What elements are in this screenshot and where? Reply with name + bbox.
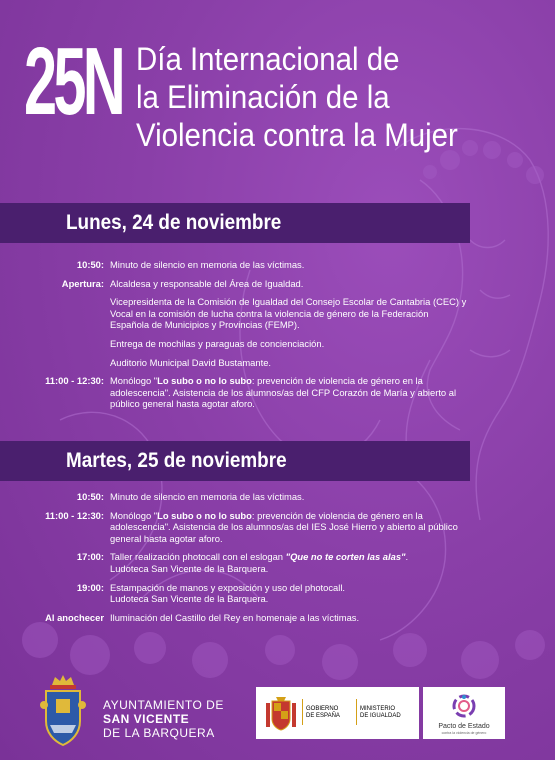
text-part: Taller realización photocall con el eslogan <box>110 551 286 563</box>
pacto-label: Pacto de Estado <box>438 723 490 730</box>
day-label: Lunes, 24 de noviembre <box>66 211 282 234</box>
gov-line: GOBIERNO <box>306 706 339 712</box>
event-location: Ludoteca San Vicente de la Barquera. <box>110 562 269 574</box>
pacto-de-estado-logo <box>423 687 505 739</box>
event-time: 10:50: <box>76 259 104 270</box>
ayuntamiento-name <box>103 698 224 740</box>
title-line-2: la Eliminación de la <box>136 79 390 115</box>
events-monday <box>0 259 555 417</box>
big-title-25n: 25N <box>24 28 123 135</box>
pacto-sublabel: contra la violencia de género <box>441 731 487 735</box>
gov-line: MINISTERIO <box>360 706 396 712</box>
event-row <box>0 278 555 369</box>
event-row <box>0 510 555 545</box>
spain-shield-icon <box>264 695 298 731</box>
event-time: Apertura: <box>61 277 104 289</box>
event-time: 11:00 - 12:30: <box>45 509 104 521</box>
event-row <box>0 259 555 271</box>
event-description: Iluminación del Castillo del Rey en homenaje a las víctimas. <box>110 611 360 623</box>
ayto-line: SAN VICENTE <box>103 712 190 726</box>
day-bar-monday <box>0 203 470 243</box>
day-bar-tuesday <box>0 441 470 481</box>
divider <box>356 699 357 725</box>
text-part: : prevención de violencia de género en la adolescencia". Asistencia de los alumnos/as del CFP Corazón de María y abierto al público general hasta agotar aforo. <box>110 375 457 410</box>
event-description <box>110 510 470 545</box>
header <box>24 28 544 164</box>
ministerio-label <box>360 706 401 720</box>
page-title <box>136 40 458 154</box>
event-location: Ludoteca San Vicente de la Barquera. <box>110 593 269 605</box>
gobierno-label <box>306 706 340 720</box>
title-line-1: Día Internacional de <box>136 41 400 77</box>
footer <box>0 675 555 760</box>
day-label: Martes, 25 de noviembre <box>66 449 287 472</box>
text-bold-italic: "Que no te corten las alas" <box>285 551 406 563</box>
event-row <box>0 582 555 605</box>
event-description: Minuto de silencio en memoria de las víctimas. <box>110 491 305 502</box>
divider <box>302 699 303 725</box>
event-description <box>110 582 470 605</box>
event-description <box>110 278 470 369</box>
text-part: : prevención de violencia de género en la adolescencia". Asistencia de los alumnos/as del IES José Hierro y abierto al público general hasta agotar aforo. <box>110 509 458 544</box>
event-time: 19:00: <box>76 581 104 593</box>
ayto-line: AYUNTAMIENTO DE <box>103 698 224 712</box>
event-time: 10:50: <box>76 491 104 502</box>
gobierno-logo <box>256 687 419 739</box>
event-row <box>0 491 555 503</box>
event-time: 17:00: <box>76 551 104 563</box>
gov-line: DE ESPAÑA <box>306 713 340 719</box>
text-part: Estampación de manos y exposición y uso del photocall. <box>110 581 346 593</box>
title-line-3: Violencia contra la Mujer <box>136 117 458 153</box>
text-bold: Lo subo o no lo subo <box>157 375 252 387</box>
event-paragraph: Auditorio Municipal David Bustamante. <box>110 356 272 368</box>
coat-of-arms-icon <box>38 675 88 747</box>
event-paragraph: Entrega de mochilas y paraguas de concienciación. <box>110 337 325 349</box>
event-time: 11:00 - 12:30: <box>45 375 104 387</box>
event-description <box>110 551 470 574</box>
event-row <box>0 375 555 410</box>
text-part: . <box>405 551 409 563</box>
event-time: Al anochecer <box>45 611 104 623</box>
text-bold: Lo subo o no lo subo <box>157 509 252 521</box>
events-tuesday <box>0 491 555 630</box>
ayto-line: DE LA BARQUERA <box>103 726 215 740</box>
event-paragraph: Vicepresidenta de la Comisión de Igualdad del Consejo Escolar de Cantabria (CEC) y Vocal en la comisión de lucha contra la violencia de género de la Federación Española de Municipios y Provincias (FEMP). <box>110 296 467 331</box>
event-paragraph: Alcaldesa y responsable del Área de Igualdad. <box>110 277 304 289</box>
event-row <box>0 612 555 624</box>
text-part: Monólogo " <box>110 509 158 521</box>
pacto-circle-icon <box>451 693 477 721</box>
event-description <box>110 375 470 410</box>
event-row <box>0 551 555 574</box>
text-part: Monólogo " <box>110 375 158 387</box>
gov-line: DE IGUALDAD <box>360 713 401 719</box>
event-description: Minuto de silencio en memoria de las víctimas. <box>110 259 305 270</box>
